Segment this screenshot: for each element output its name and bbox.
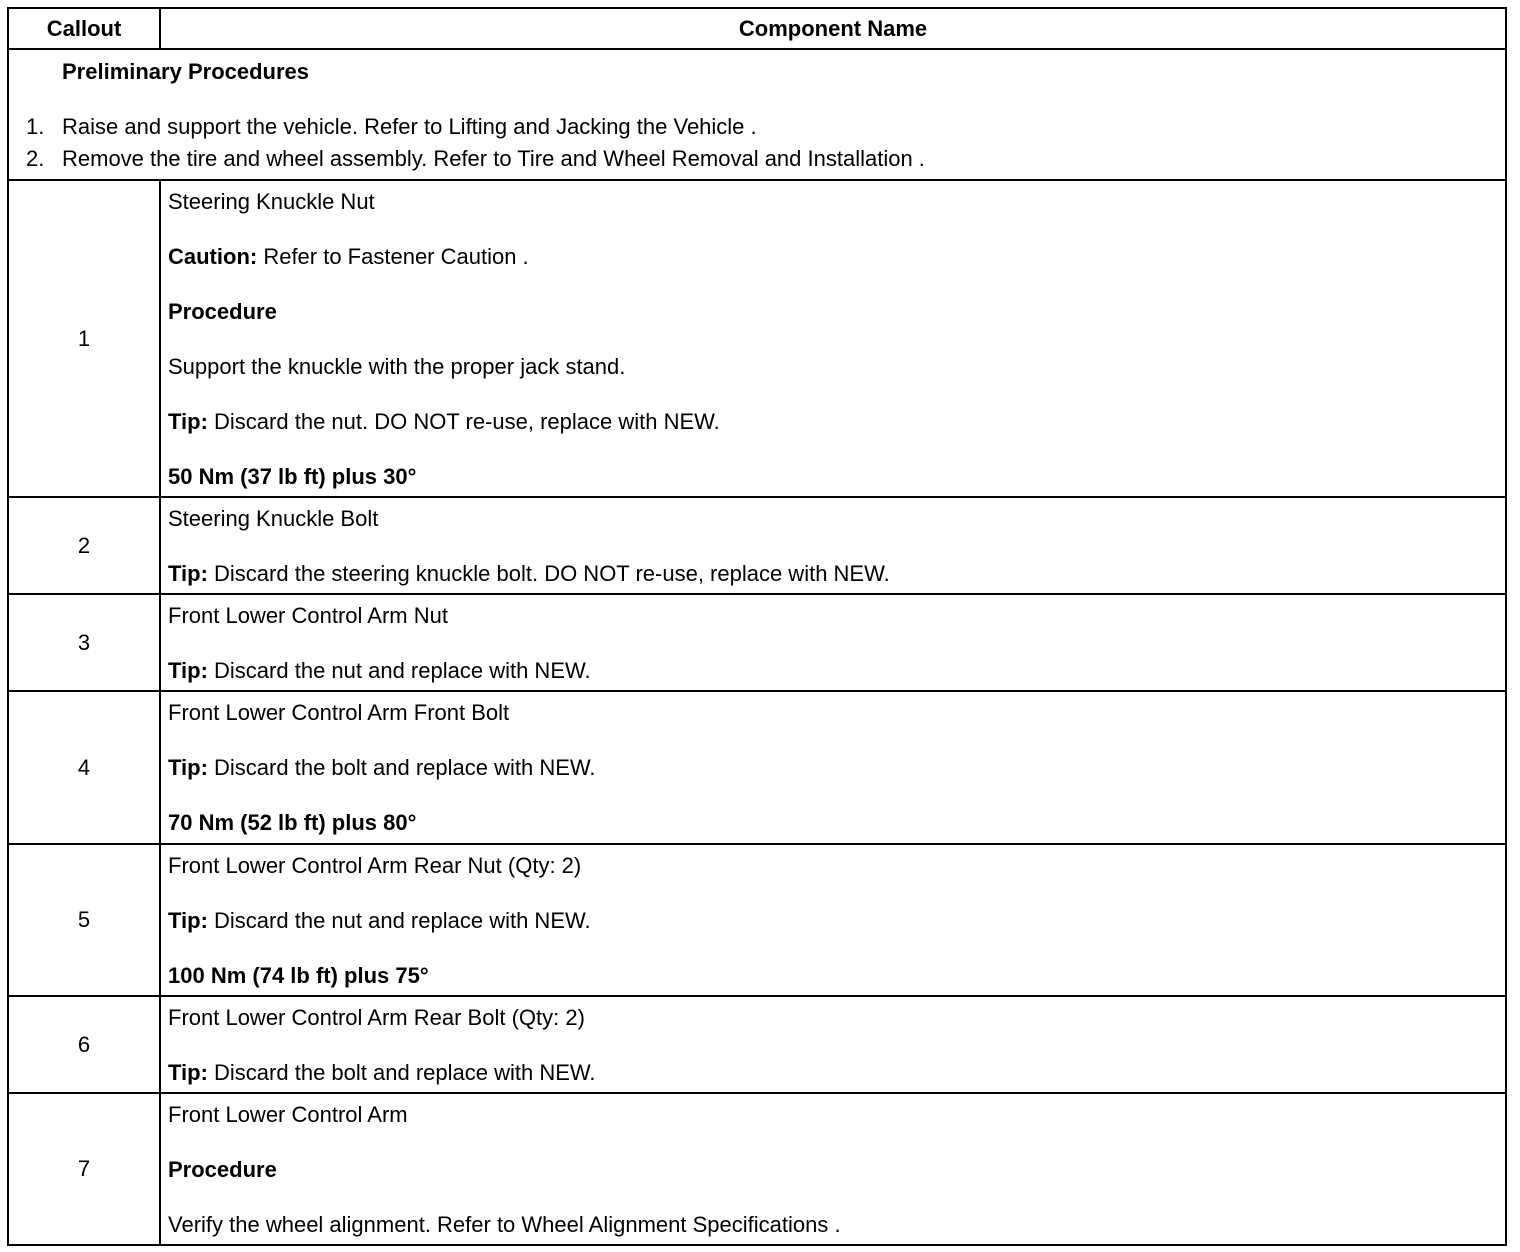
callout-cell: 1 (9, 181, 161, 496)
torque-spec: 70 Nm (52 lb ft) plus 80° (168, 810, 417, 835)
table-row (9, 997, 1505, 1094)
procedure-label: Procedure (168, 299, 277, 324)
tip-line (168, 658, 591, 684)
tip-line (168, 561, 890, 587)
table-row (9, 845, 1505, 997)
procedure-text: Verify the wheel alignment. Refer to Wheel Alignment Specifications . (168, 1212, 841, 1237)
component-table (7, 7, 1507, 1246)
tip-line (168, 908, 591, 934)
callout-cell: 4 (9, 692, 161, 843)
table-row (9, 498, 1505, 595)
component-name: Steering Knuckle Bolt (168, 506, 379, 531)
component-name: Front Lower Control Arm Front Bolt (168, 700, 510, 725)
component-name: Front Lower Control Arm Nut (168, 603, 448, 628)
tip-label: Tip: (168, 755, 208, 780)
step-number: 2. (26, 146, 45, 171)
torque-spec: 100 Nm (74 lb ft) plus 75° (168, 963, 429, 988)
tip-text: Discard the bolt and replace with NEW. (207, 755, 596, 780)
tip-text: Discard the bolt and replace with NEW. (207, 1060, 596, 1085)
tip-line (168, 409, 720, 435)
table-row (9, 692, 1505, 845)
component-cell (161, 845, 1505, 995)
step-number: 1. (26, 114, 45, 139)
component-name-column-header: Component Name (738, 15, 928, 41)
component-name: Front Lower Control Arm (168, 1102, 408, 1127)
callout-column-header: Callout (9, 9, 161, 48)
table-row (9, 181, 1505, 498)
torque-spec: 50 Nm (37 lb ft) plus 30° (168, 464, 417, 489)
component-name: Front Lower Control Arm Rear Nut (Qty: 2) (168, 853, 582, 878)
component-name: Front Lower Control Arm Rear Bolt (Qty: 2) (168, 1005, 585, 1030)
tip-label: Tip: (168, 658, 208, 683)
procedure-text: Support the knuckle with the proper jack stand. (168, 354, 626, 379)
table-row (9, 595, 1505, 692)
component-cell (161, 692, 1505, 843)
tip-label: Tip: (168, 409, 208, 434)
tip-label: Tip: (168, 908, 208, 933)
callout-cell: 3 (9, 595, 161, 690)
tip-line (168, 755, 596, 781)
step-text: Raise and support the vehicle. Refer to Lifting and Jacking the Vehicle . (62, 114, 757, 139)
tip-text: Discard the steering knuckle bolt. DO NOT re-use, replace with NEW. (207, 561, 890, 586)
callout-cell: 2 (9, 498, 161, 593)
step-text: Remove the tire and wheel assembly. Refer to Tire and Wheel Removal and Installation . (62, 146, 925, 171)
callout-cell: 6 (9, 997, 161, 1092)
component-cell (161, 595, 1505, 690)
tip-line (168, 1060, 596, 1086)
component-cell (161, 1094, 1505, 1244)
preliminary-title: Preliminary Procedures (62, 59, 310, 84)
component-name: Steering Knuckle Nut (168, 189, 375, 214)
tip-text: Discard the nut and replace with NEW. (207, 658, 591, 683)
tip-label: Tip: (168, 561, 208, 586)
tip-text: Discard the nut. DO NOT re-use, replace with NEW. (207, 409, 720, 434)
component-cell (161, 997, 1505, 1092)
component-cell (161, 181, 1505, 496)
tip-text: Discard the nut and replace with NEW. (207, 908, 591, 933)
tip-label: Tip: (168, 1060, 208, 1085)
caution-text: Refer to Fastener Caution . (257, 244, 529, 269)
callout-cell: 7 (9, 1094, 161, 1244)
caution-line (168, 244, 529, 270)
caution-label: Caution: (168, 244, 258, 269)
table-header-row (9, 9, 1505, 50)
callout-cell: 5 (9, 845, 161, 995)
preliminary-procedures-row (9, 50, 1505, 181)
procedure-label: Procedure (168, 1157, 277, 1182)
table-row (9, 1094, 1505, 1244)
component-cell (161, 498, 1505, 593)
